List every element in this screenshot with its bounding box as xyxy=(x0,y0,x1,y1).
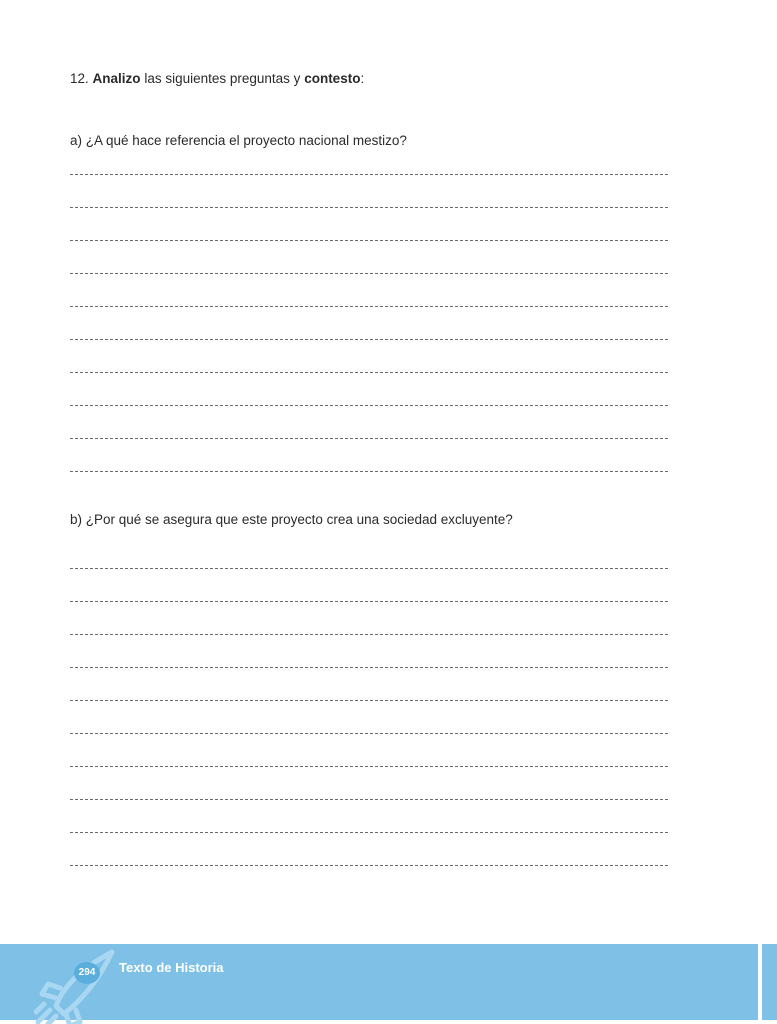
question-a: a) ¿A qué hace referencia el proyecto nacional mestizo? xyxy=(70,133,407,148)
instruction-text: las siguientes preguntas y xyxy=(144,71,301,86)
answer-line[interactable] xyxy=(70,174,668,175)
answer-line[interactable] xyxy=(70,799,668,800)
instruction-verb-analyze: Analizo xyxy=(92,71,141,86)
rocket-icon xyxy=(34,944,124,1024)
footer-edge xyxy=(762,944,777,1020)
answer-line[interactable] xyxy=(70,240,668,241)
book-title: Texto de Historia xyxy=(119,960,224,975)
page-number-badge: 294 xyxy=(74,962,100,984)
answer-line[interactable] xyxy=(70,733,668,734)
answer-line[interactable] xyxy=(70,865,668,866)
answer-line[interactable] xyxy=(70,601,668,602)
question-b: b) ¿Por qué se asegura que este proyecto crea una sociedad excluyente? xyxy=(70,512,513,527)
exercise-number: 12. xyxy=(70,71,89,86)
answer-line[interactable] xyxy=(70,667,668,668)
answer-line[interactable] xyxy=(70,766,668,767)
answer-line[interactable] xyxy=(70,568,668,569)
answer-line[interactable] xyxy=(70,634,668,635)
answer-line[interactable] xyxy=(70,700,668,701)
answer-line[interactable] xyxy=(70,273,668,274)
answer-line[interactable] xyxy=(70,372,668,373)
answer-line[interactable] xyxy=(70,405,668,406)
answer-line[interactable] xyxy=(70,471,668,472)
answer-line[interactable] xyxy=(70,306,668,307)
answer-line[interactable] xyxy=(70,339,668,340)
instruction-suffix: : xyxy=(360,71,365,86)
instruction-verb-answer: contesto xyxy=(304,71,361,86)
answer-line[interactable] xyxy=(70,832,668,833)
exercise-instruction xyxy=(70,70,364,88)
answer-line[interactable] xyxy=(70,207,668,208)
answer-line[interactable] xyxy=(70,438,668,439)
